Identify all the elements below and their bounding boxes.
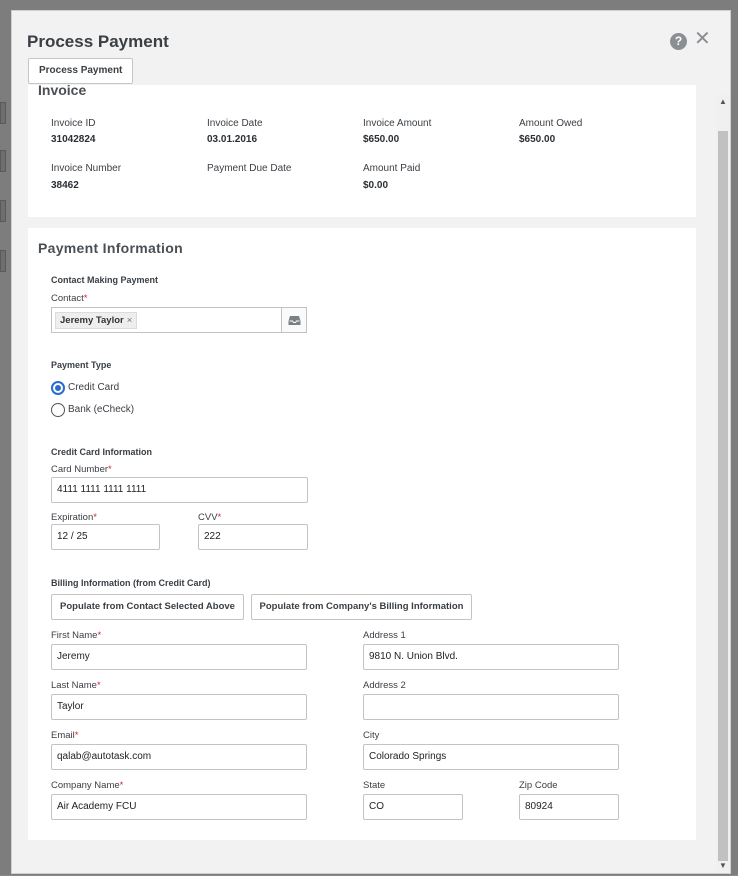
credit-card-radio[interactable] [51, 381, 65, 395]
expiration-input[interactable]: 12 / 25 [51, 524, 160, 550]
amount-owed-label: Amount Owed [519, 118, 583, 129]
card-number-label: Card Number* [51, 464, 112, 475]
billing-section-heading: Billing Information (from Credit Card) [51, 578, 211, 588]
last-name-label: Last Name* [51, 680, 101, 691]
dialog-scrollbar[interactable] [716, 95, 729, 873]
email-input[interactable]: qalab@autotask.com [51, 744, 307, 770]
background-field [0, 102, 6, 124]
background-field [0, 250, 6, 272]
process-payment-dialog [11, 10, 731, 874]
invoice-heading: Invoice [38, 82, 87, 98]
address1-input[interactable]: 9810 N. Union Blvd. [363, 644, 619, 670]
payment-due-date-label: Payment Due Date [207, 163, 292, 174]
process-payment-button[interactable]: Process Payment [28, 58, 133, 84]
expiration-label: Expiration* [51, 512, 97, 523]
amount-owed-value: $650.00 [519, 134, 556, 145]
invoice-date-value: 03.01.2016 [207, 134, 258, 145]
invoice-id-label: Invoice ID [51, 118, 96, 129]
contact-label: Contact* [51, 293, 88, 304]
address2-input[interactable] [363, 694, 619, 720]
amount-paid-value: $0.00 [363, 180, 389, 191]
background-field [0, 200, 6, 222]
invoice-id-value: 31042824 [51, 134, 96, 145]
invoice-amount-value: $650.00 [363, 134, 400, 145]
dialog-scroll-area[interactable] [12, 82, 730, 875]
card-number-input[interactable]: 4111 1111 1111 1111 [51, 477, 308, 503]
amount-paid-label: Amount Paid [363, 163, 421, 174]
cvv-input[interactable]: 222 [198, 524, 308, 550]
city-input[interactable]: Colorado Springs [363, 744, 619, 770]
remove-contact-icon[interactable]: × [126, 315, 133, 326]
inbox-icon [288, 315, 301, 326]
invoice-card [28, 82, 696, 217]
payment-information-card [28, 228, 696, 840]
credit-card-label[interactable]: Credit Card [68, 382, 120, 393]
payment-information-title: Payment Information [38, 240, 183, 256]
close-icon[interactable]: ✕ [694, 28, 711, 50]
state-input[interactable]: CO [363, 794, 463, 820]
help-icon[interactable]: ? [670, 33, 687, 50]
first-name-label: First Name* [51, 630, 102, 641]
email-label: Email* [51, 730, 79, 741]
bank-echeck-label[interactable]: Bank (eCheck) [68, 404, 135, 415]
state-label: State [363, 780, 386, 791]
background-field [0, 150, 6, 172]
zip-code-input[interactable]: 80924 [519, 794, 619, 820]
scroll-down-arrow-icon[interactable]: ▼ [719, 861, 727, 870]
payment-type-heading: Payment Type [51, 360, 112, 370]
invoice-number-value: 38462 [51, 180, 79, 191]
populate-from-company-button[interactable]: Populate from Company's Billing Information [251, 594, 472, 620]
city-label: City [363, 730, 380, 741]
scrollbar-thumb[interactable] [718, 131, 728, 861]
credit-card-section-heading: Credit Card Information [51, 447, 153, 457]
address2-label: Address 2 [363, 680, 406, 691]
contact-picker-button[interactable] [281, 307, 307, 333]
contact-field[interactable] [51, 307, 307, 333]
invoice-date-label: Invoice Date [207, 118, 263, 129]
address1-label: Address 1 [363, 630, 406, 641]
contact-chip: Jeremy Taylor × [55, 312, 137, 329]
invoice-number-label: Invoice Number [51, 163, 122, 174]
scroll-up-arrow-icon[interactable]: ▲ [719, 97, 727, 106]
dialog-title: Process Payment [27, 32, 169, 51]
first-name-input[interactable]: Jeremy [51, 644, 307, 670]
bank-echeck-radio[interactable] [51, 403, 65, 417]
last-name-input[interactable]: Taylor [51, 694, 307, 720]
populate-from-contact-button[interactable]: Populate from Contact Selected Above [51, 594, 244, 620]
company-name-label: Company Name* [51, 780, 124, 791]
company-name-input[interactable]: Air Academy FCU [51, 794, 307, 820]
zip-code-label: Zip Code [519, 780, 558, 791]
invoice-amount-label: Invoice Amount [363, 118, 432, 129]
cvv-label: CVV* [198, 512, 222, 523]
contact-section-heading: Contact Making Payment [51, 275, 159, 285]
